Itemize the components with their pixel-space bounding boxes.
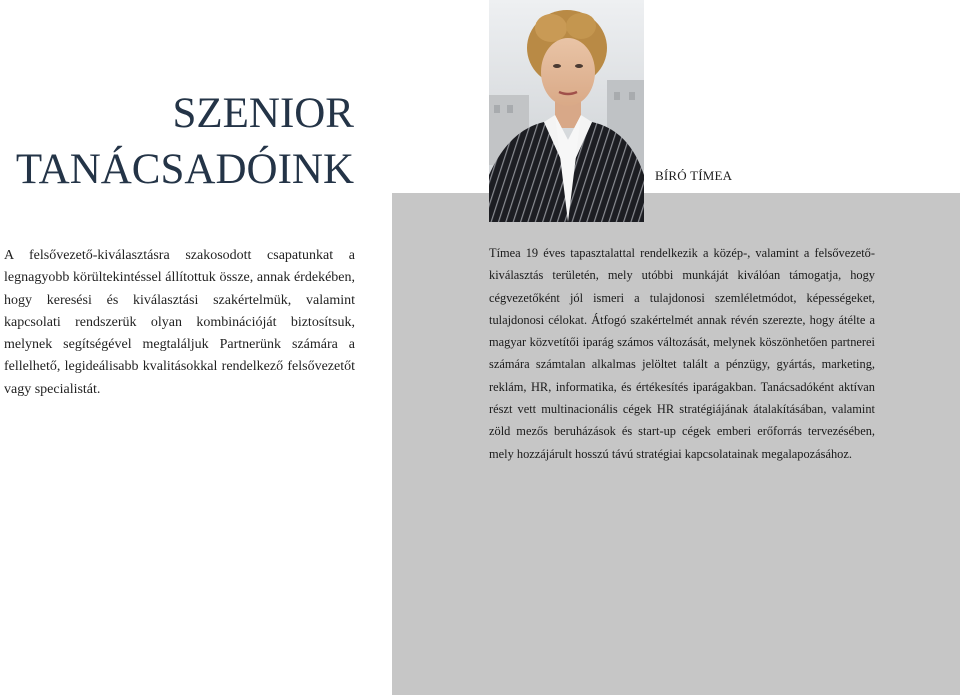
advisor-photo	[489, 0, 644, 222]
page-title	[0, 86, 354, 198]
page-title-line-1: SZENIOR	[172, 90, 354, 137]
page-title-line-2: TANÁCSADÓINK	[15, 146, 354, 193]
intro-paragraph: A felsővezető-kiválasztásra szakosodott csapatunkat a legnagyobb körültekintéssel állítottuk össze, annak érdekében, hogy keresési és kiválasztási szakértelmük, valamint kapcsolati rendszerük olyan kombinációját biztosítsuk, melynek segítségével megtaláljuk Partnerünk számára a fellelhető, legideálisabb kvalitásokkal rendelkező felsővezetőt vagy specialistát.	[4, 248, 355, 397]
advisor-bio: Tímea 19 éves tapasztalattal rendelkezik a közép-, valamint a felsővezető-kiválasztás területén, mely utóbbi munkáját kiválóan támogatja, hogy cégvezetőként jól ismeri a tulajdonosi szemléletmódot, képességeket, tulajdonosi célokat. Átfogó szakértelmét annak révén szerezte, hogy átélte a magyar közvetítői iparág számos változását, melynek köszönhetően partnerei számára számtalan alkalmas jelöltet talált a pénzügy, gyártás, marketing, reklám, HR, informatika, és értékesítés iparágakban. Tanácsadóként aktívan részt vett multinacionális cégek HR stratégiájának átalakításában, valamint zöld mezős beruházások és start-up cégek emberi erőforrás tervezésében, mely hozzájárult hosszú távú stratégiai kapcsolatainak megalapozásához.	[489, 246, 875, 461]
advisor-name: BÍRÓ TÍMEA	[655, 168, 733, 183]
